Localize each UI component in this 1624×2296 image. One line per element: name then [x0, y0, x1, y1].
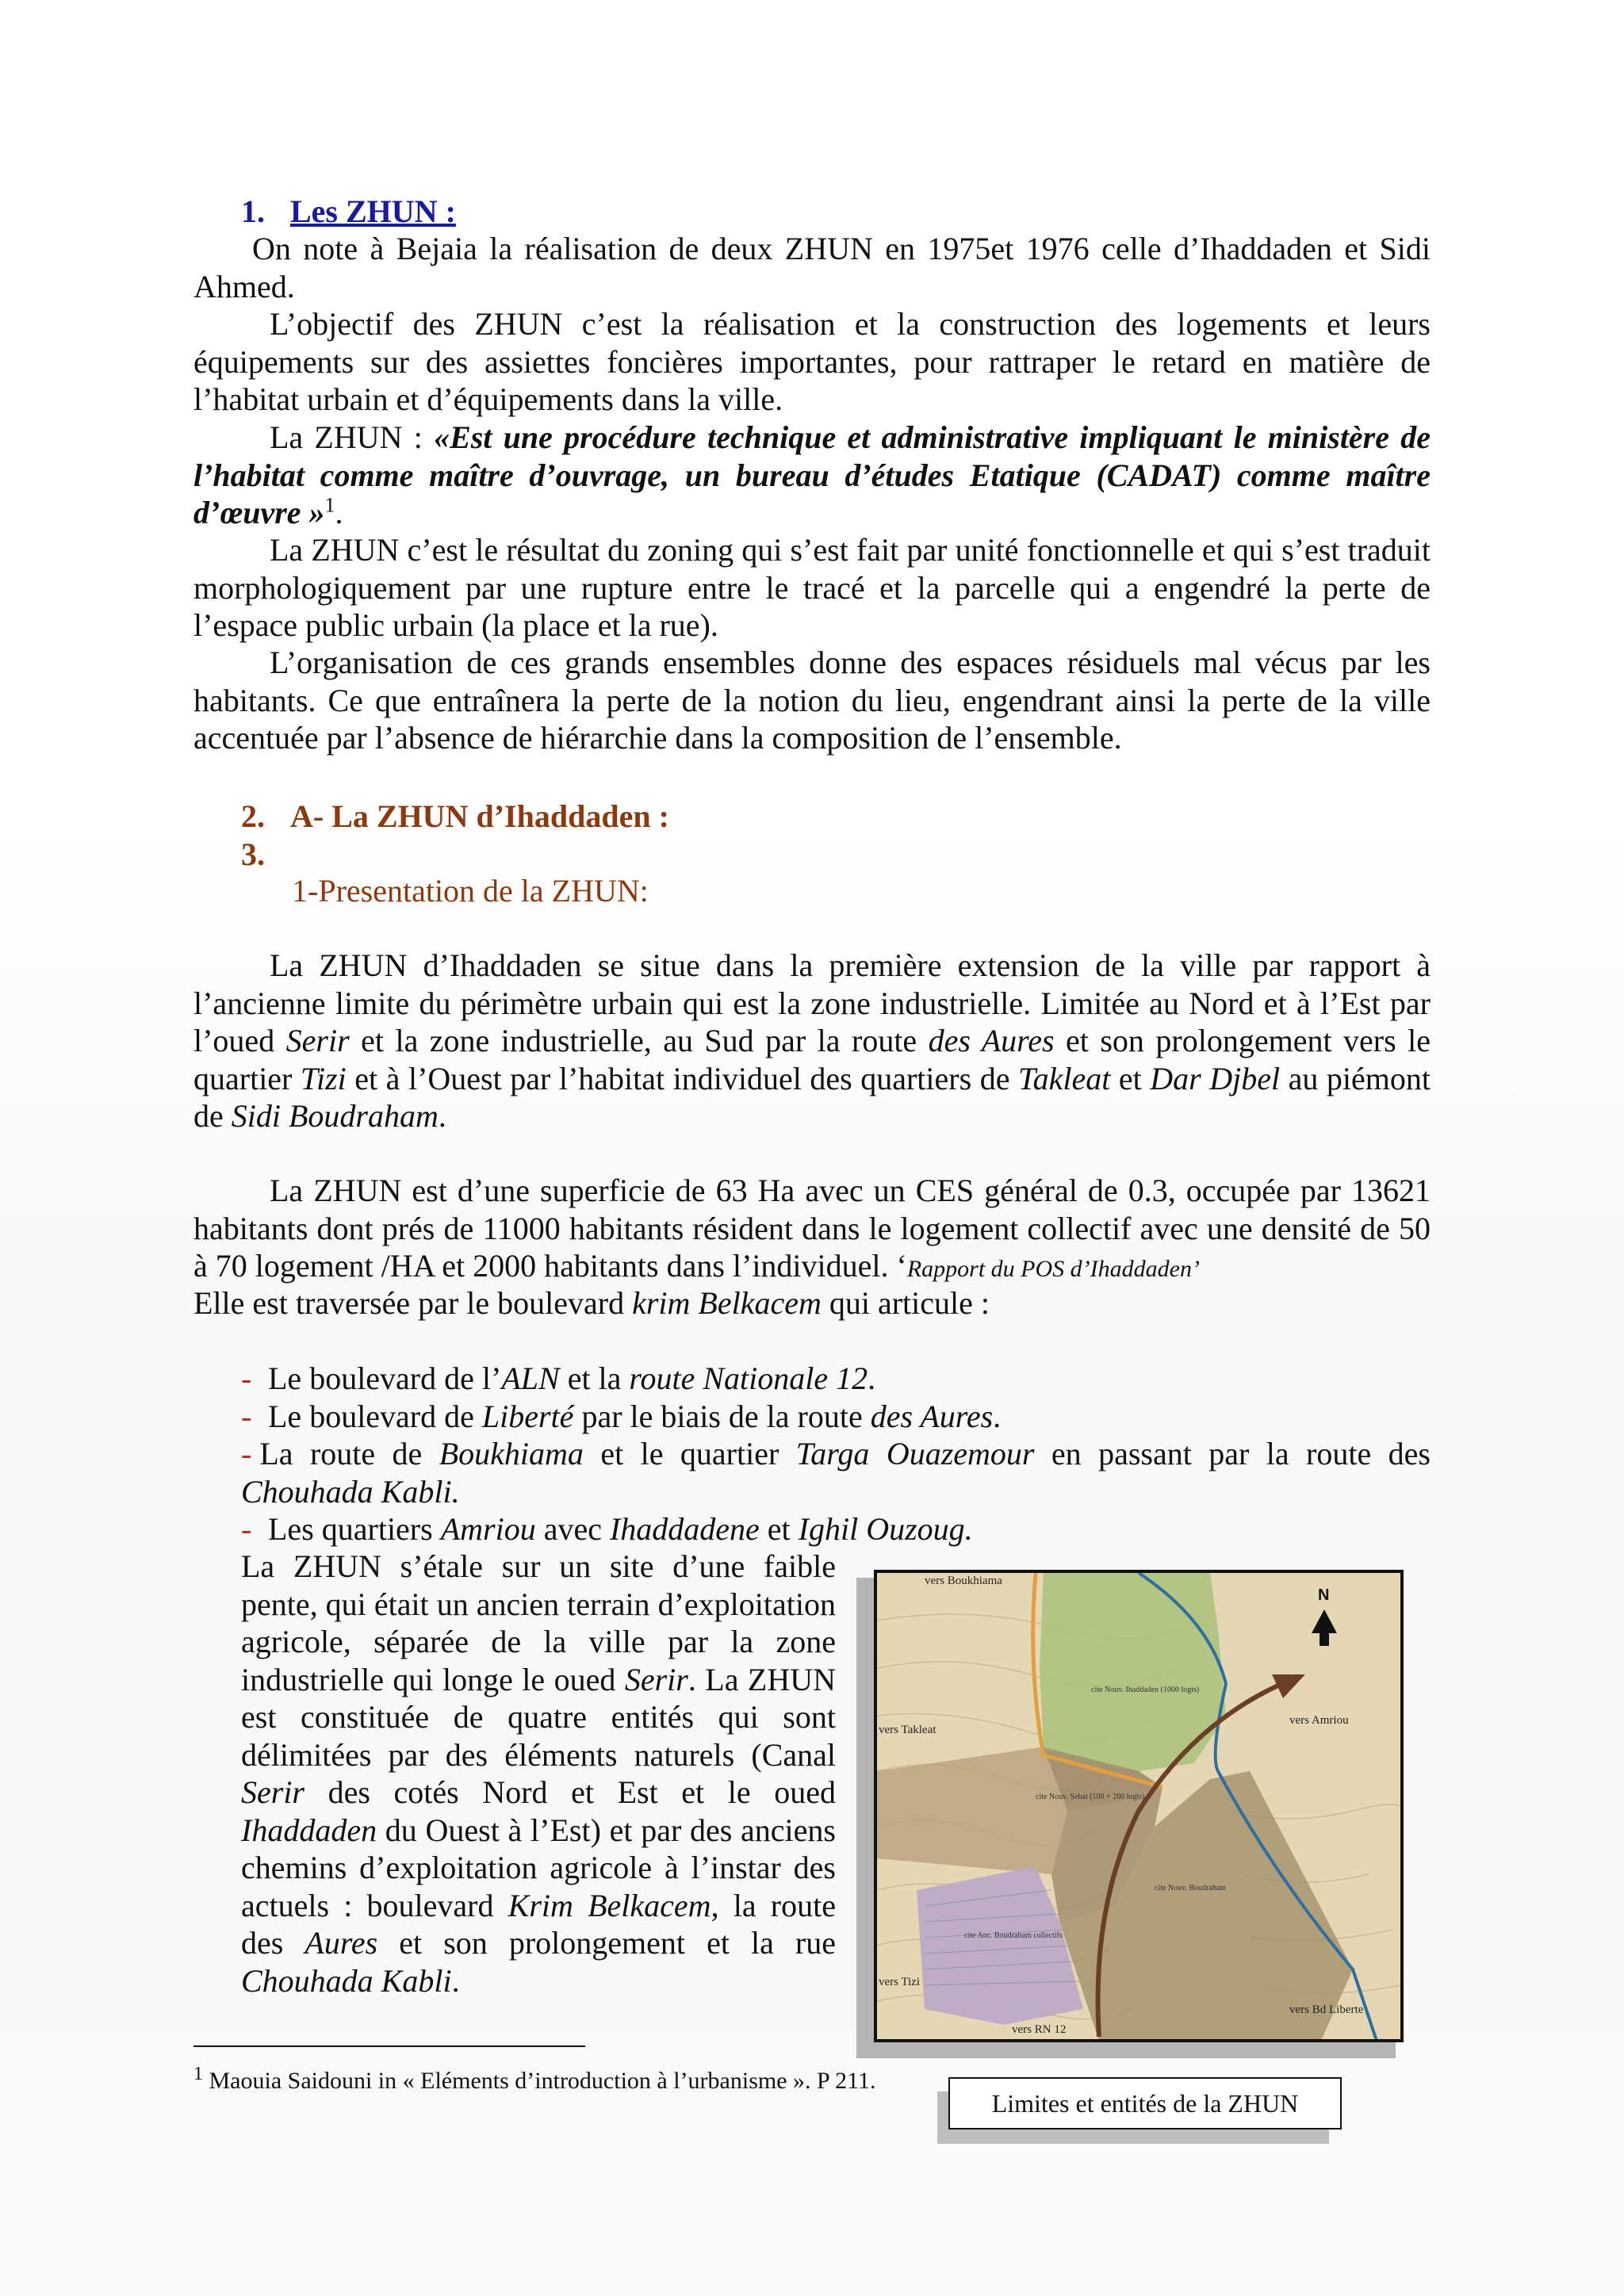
item-text: Le boulevard de [268, 1398, 482, 1434]
item-text: et la [559, 1360, 630, 1396]
p2-ref: Rapport du POS d’Ihaddaden’ [906, 1256, 1200, 1282]
list-item [241, 1360, 1431, 1398]
footnote-ref: 1 [324, 493, 335, 517]
paragraph-presentation [193, 947, 1431, 1135]
section-number-2: 2. [241, 798, 265, 834]
item-italic: route Nationale 12 [629, 1360, 868, 1396]
item-italic: ALN [501, 1360, 560, 1396]
map-label-amriou: vers Amriou [1289, 1714, 1349, 1727]
item-text: La route de [259, 1436, 439, 1471]
p1-g: . [438, 1098, 446, 1134]
p2-a: La ZHUN est d’une superficie de 63 Ha avec un CES général de 0.3, occupée par 13621 habitants dont prés de 11000 habitants résident dans le logement collectif avec une densité de 50 à 70 logement /HA et 2000 habitants dans l’individuel. ‘ [193, 1173, 1431, 1284]
dash-bullet: - [241, 1360, 252, 1396]
item-text: et le quartier [583, 1436, 796, 1471]
item-italic: Ighil Ouzoug. [798, 1511, 973, 1547]
p3-e: , la route des [241, 1887, 836, 1961]
dash-bullet: - [241, 1511, 252, 1547]
list-item [241, 1398, 1431, 1436]
map-label-entity-b: cite Nouv. Sebat (100 + 200 logts) [1036, 1793, 1145, 1801]
p1-f: au piémont de [193, 1060, 1431, 1134]
p3-b: . La ZHUN est constituée de quatre entités qui sont délimitées par des éléments naturels (Canal [241, 1661, 837, 1773]
paragraph-surface [193, 1172, 1431, 1288]
item-italic: des Aures [870, 1398, 994, 1434]
p3-chouhada: Chouhada Kabli [241, 1962, 452, 1999]
intro-text: On note à Bejaia la réalisation de deux ZHUN en 1975et 1976 celle d’Ihaddaden et Sidi Ahmed. [193, 231, 1431, 304]
item-text: en passant par la route des [1034, 1436, 1431, 1471]
map-label-tizi: vers Tizi [879, 1976, 921, 1988]
paragraph-site [241, 1548, 836, 1999]
paragraph-organisation: L’organisation de ces grands ensembles donne des espaces résiduels mal vécus par les habitants. Ce que entraînera la perte de la notion du lieu, engendrant ainsi la perte de la ville accentuée par l’absence de hiérarchie dans la composition de l’ensemble. [193, 645, 1431, 756]
p3-c: des cotés Nord et Est et le oued [304, 1774, 836, 1810]
zhun-map [874, 1570, 1404, 2042]
dash-bullet: - [241, 1398, 252, 1434]
item-italic: Boukhiama [439, 1436, 584, 1471]
item-text: avec [535, 1511, 610, 1547]
p3-ihaddaden: Ihaddaden [241, 1812, 377, 1848]
section-number: 1. [241, 193, 265, 229]
map-caption: Limites et entités de la ZHUN [948, 2077, 1342, 2130]
item-text: et [759, 1511, 799, 1547]
definition-quote: «Est une procédure technique et administrative impliquant le ministère de l’habitat comme maître d’ouvrage, un bureau d’études Etatique (CADAT) comme maître d’œuvre » [193, 419, 1431, 530]
p1-a: La ZHUN d’Ihaddaden se situe dans la première extension de la ville par rapport à l’ancienne limite du périmètre urbain qui est la zone industrielle. Limitée au Nord et à l’Est par l’oued [193, 947, 1431, 1058]
item-italic: Amriou [440, 1511, 536, 1547]
p3-krim: Krim Belkacem [508, 1887, 711, 1923]
list-item [241, 1435, 1431, 1510]
p3-aures: Aures [304, 1925, 378, 1961]
north-label: N [1318, 1586, 1330, 1604]
item-italic: Targa Ouazemour [795, 1436, 1035, 1471]
p1-takleat: Takleat [1018, 1060, 1111, 1096]
section-title: Les ZHUN : [290, 193, 456, 229]
map-label-entity-c: cite Nouv. Boudraham [1155, 1884, 1227, 1892]
p1-c: et son prolongement vers le quartier [193, 1023, 1431, 1096]
paragraph-objective: L’objectif des ZHUN c’est la réalisation et la construction des logements et leurs équipements sur des assiettes foncières importantes, pour rattraper le retard en matière de l’habitat urbain et d’équipements dans la ville. [193, 306, 1431, 417]
p3-f: et son prolongement et la rue [377, 1925, 836, 1961]
p3-serir: Serir [624, 1661, 688, 1697]
p1-dardjbel: Dar Djbel [1150, 1060, 1281, 1096]
map-label-entity-a: cite Nouv. Ihaddaden (1000 logts) [1091, 1686, 1200, 1694]
p2-b: Elle est traversée par le boulevard [193, 1285, 633, 1321]
definition-lead: La ZHUN : [270, 419, 435, 455]
p3-d: du Ouest à l’Est) et par des anciens chemins d’exploitation agricole à l’instar des actuels : boulevard [241, 1812, 836, 1923]
p1-b: et la zone industrielle, au Sud par la route [349, 1023, 929, 1058]
footnote-number: 1 [193, 2064, 203, 2084]
definition-end: . [335, 495, 343, 530]
map-label-boukhiama: vers Boukhiama [925, 1575, 1002, 1587]
list-item [241, 1510, 1431, 1548]
subsection-title: 1-Presentation de la ZHUN: [292, 873, 649, 909]
paragraph-definition [193, 419, 1431, 532]
p1-aures: des Aures [928, 1023, 1055, 1058]
p1-sidi: Sidi Boudraham [231, 1098, 439, 1134]
map-label-liberte: vers Bd Liberte [1289, 2003, 1364, 2016]
item-italic: Chouhada Kabli. [241, 1473, 460, 1510]
dash-bullet: - [241, 1436, 252, 1471]
item-text: . [993, 1398, 1002, 1434]
p3-g: . [451, 1962, 460, 1999]
paragraph-boulevard [193, 1284, 1431, 1322]
item-italic: Ihaddadene [609, 1511, 760, 1547]
item-italic: Liberté [481, 1398, 574, 1434]
section-heading-zhun [241, 193, 456, 231]
p1-e: et [1110, 1060, 1151, 1096]
p1-tizi: Tizi [300, 1060, 347, 1096]
item-text: . [868, 1360, 876, 1396]
footnote-rule [193, 2045, 585, 2047]
p1-serir: Serir [285, 1023, 350, 1058]
section-number-3: 3. [241, 836, 265, 872]
section-title-2: A- La ZHUN d’Ihaddaden : [290, 798, 669, 834]
map-label-rn12: vers RN 12 [1012, 2023, 1067, 2036]
p2-c: qui articule : [821, 1285, 990, 1321]
p1-d: et à l’Ouest par l’habitat individuel des quartiers de [346, 1060, 1018, 1096]
p3-serir: Serir [241, 1774, 304, 1810]
p3-a: La ZHUN s’étale sur un site d’une faible pente, qui était un ancien terrain d’exploitation agricole, séparée de la ville par la zone industrielle qui longe le oued [241, 1548, 836, 1697]
footnote-text: Maouia Saidouni in « Eléments d’introduction à l’urbanisme ». P 211. [203, 2068, 876, 2094]
item-text: Les quartiers [268, 1511, 441, 1547]
paragraph-zoning: La ZHUN c’est le résultat du zoning qui s’est fait par unité fonctionnelle et qui s’est traduit morphologiquement par une rupture entre le tracé et la parcelle qui a engendré la perte de l’espace public urbain (la place et la rue). [193, 532, 1431, 643]
paragraph-intro [193, 230, 1431, 305]
map-label-takleat: vers Takleat [879, 1724, 936, 1736]
section-heading-ihaddaden [241, 798, 669, 874]
item-text: Le boulevard de l’ [268, 1360, 502, 1396]
map-label-entity-d: cite Anc. Boudraham collectifs [964, 1931, 1063, 1940]
p2-krim: krim Belkacem [632, 1285, 822, 1321]
item-text: par le biais de la route [573, 1398, 871, 1434]
boulevard-list [241, 1360, 1431, 1548]
footnote [193, 2060, 875, 2095]
